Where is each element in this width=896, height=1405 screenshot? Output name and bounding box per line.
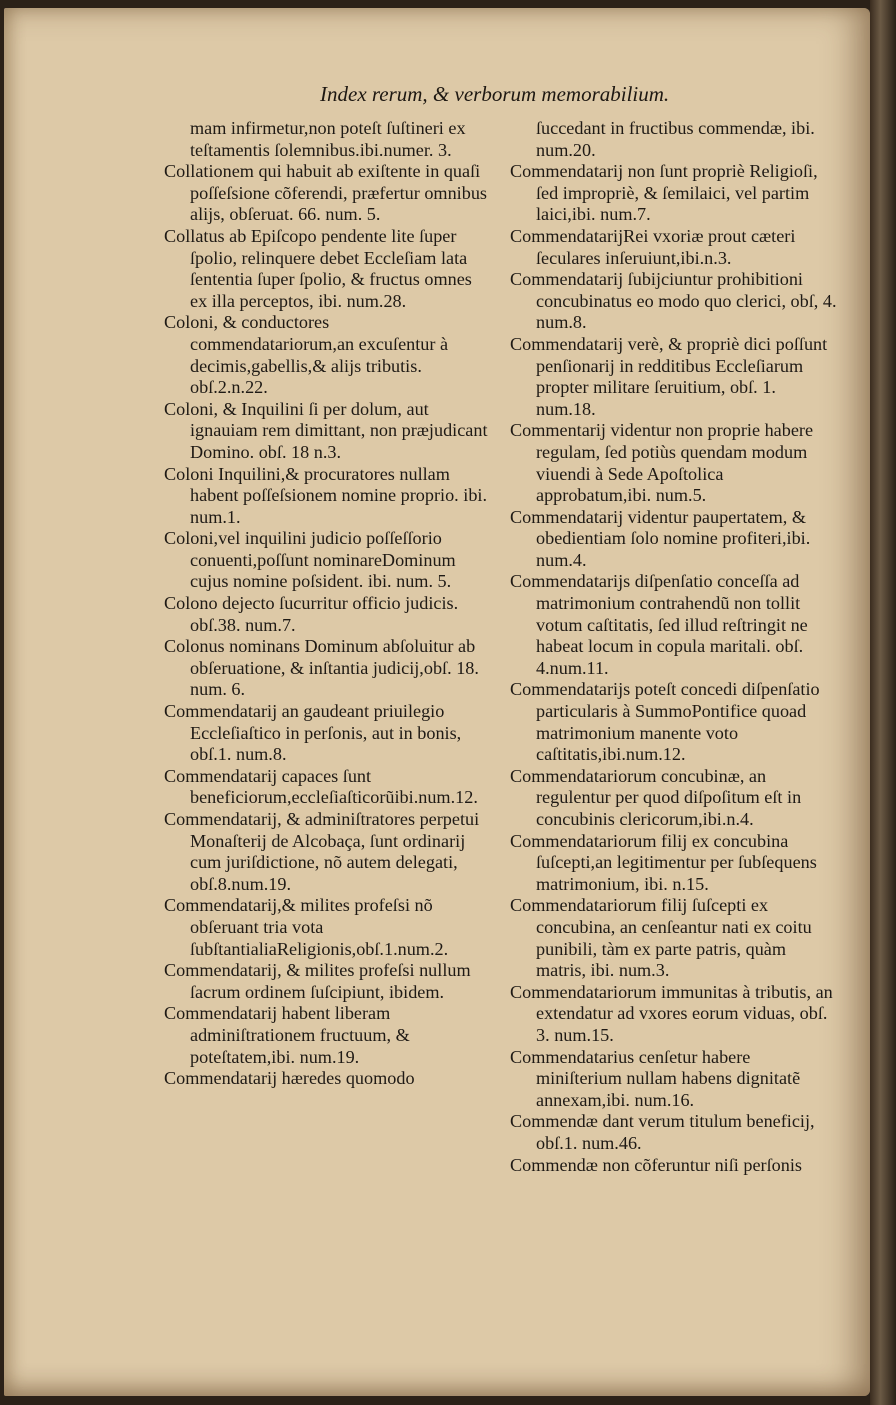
right-index-entry: ſuccedant in fructibus commendæ, ibi. num.20. (536, 118, 815, 160)
index-column-left (164, 118, 490, 1090)
left-index-entry: Coloni,vel inquilini judicio poſſeſſorio conuenti,poſſunt nominareDominum cujus nomine poſsident. ibi. num. 5. (164, 528, 456, 592)
right-index-entry: Commendatarius cenſetur habere miniſterium nullam habens dignitatẽ annexam,ibi. num.16. (510, 1046, 801, 1110)
right-index-entry: Commendatarijs diſpenſatio conceſſa ad matrimonium contrahendũ non tollit votum caſtitatis, ſed illud reſtringit ne habeat locum in copula maritali. obſ. 4.num.11. (510, 571, 808, 678)
left-index-entry: Coloni, & Inquilini ſi per dolum, aut ignauiam rem dimittant, non præjudicant Domino. obſ. 18 n.3. (164, 398, 488, 462)
page-header: Index rerum, & verborum memorabilium. (320, 82, 670, 106)
book-edge (870, 0, 896, 1405)
left-index-entry: Commendatarij,& milites profeſsi nõ obſeruant tria vota ſubſtantialiaReligionis,obſ.1.num.2. (164, 895, 449, 959)
left-index-entry: Collatus ab Epiſcopo pendente lite ſuper ſpolio, relinquere debet Eccleſiam lata ſententia ſuper ſpolio, & fructus omnes ex illa perceptos, ibi. num.28. (164, 225, 472, 311)
left-index-entry: Commendatarij hæredes quomodo (164, 1068, 415, 1089)
right-index-entry: Commendæ non cõferuntur niſi perſonis (510, 1154, 802, 1175)
right-index-entry: Commendatarij ſubijciuntur prohibitioni concubinatus eo modo quo clerici, obſ, 4. num.8. (510, 269, 837, 333)
right-index-entry: Commendatariorum filij ſuſcepti ex concubina, an cenſeantur nati ex coitu punibili, tàm ex parte patris, quàm matris, ibi. num.3. (510, 895, 812, 981)
right-index-entry: Commentarij videntur non proprie habere regulam, ſed potiùs quendam modum viuendi à Sede Apoſtolica approbatum,ibi. num.5. (510, 420, 814, 506)
left-index-entry: Commendatarij an gaudeant priuilegio Eccleſiaſtico in perſonis, aut in bonis, obſ.1. num.8. (164, 701, 462, 765)
left-index-entry: Colono dejecto ſucurritur officio judicis. obſ.38. num.7. (164, 593, 459, 635)
right-index-entry: Commendatarij videntur paupertatem, & obedientiam ſolo nomine profiteri,ibi. num.4. (510, 506, 811, 570)
left-index-entry: Coloni Inquilini,& procuratores nullam habent poſſeſsionem nomine proprio. ibi. num.1. (164, 463, 488, 527)
right-index-entry: Commendatariorum filij ex concubina ſuſcepti,an legitimentur per ſubſequens matrimonium, ibi. n.15. (510, 830, 817, 894)
right-index-entry: Commendæ dant verum titulum beneficij, obſ.1. num.46. (510, 1111, 815, 1153)
right-index-entry: Commendatarij verè, & propriè dici poſſunt penſionarij in redditibus Eccleſiarum propter militare ſeruitium, obſ. 1. num.18. (510, 333, 828, 419)
left-index-entry: Commendatarij habent liberam adminiſtrationem fructuum, & poteſtatem,ibi. num.19. (164, 1003, 410, 1067)
left-index-entry: Commendatarij, & milites profeſsi nullum ſacrum ordinem ſuſcipiunt, ibidem. (164, 960, 471, 1002)
left-index-entry: Commendatarij, & adminiſtratores perpetui Monaſterij de Alcobaça, ſunt ordinarij cum juriſdictione, nõ autem delegati, obſ.8.num.19. (164, 809, 480, 894)
right-index-entry: Commendatariorum concubinæ, an regulentur per quod diſpoſitum eſt in concubinis clericorum,ibi.n.4. (510, 765, 802, 829)
left-index-entry: Collationem qui habuit ab exiſtente in quaſi poſſeſsione cõferendi, præfertur omnibus alijs, obſeruat. 66. num. 5. (164, 161, 487, 225)
left-index-entry: mam infirmetur,non poteſt ſuſtineri ex teſtamentis ſolemnibus.ibi.numer. 3. (190, 118, 466, 160)
left-index-entry: Coloni, & conductores commendatariorum,an excuſentur à decimis,gabellis,& alijs tributis. obſ.2.n.22. (164, 312, 449, 398)
index-column-right (510, 118, 840, 1176)
right-index-entry: Commendatarijs poteſt concedi diſpenſatio particularis à SummoPontifice quoad matrimonium manente voto caſtitatis,ibi.num.12. (510, 679, 820, 765)
right-index-entry: Commendatariorum immunitas à tributis, an extendatur ad vxores eorum viduas, obſ. 3. num.15. (510, 981, 833, 1045)
left-index-entry: Commendatarij capaces ſunt beneficiorum,eccleſiaſticorũibi.num.12. (164, 765, 478, 808)
right-index-entry: CommendatarijRei vxoriæ prout cæteri ſeculares inſeruiunt,ibi.n.3. (510, 225, 796, 268)
right-index-entry: Commendatarij non ſunt propriè Religioſi, ſed impropriè, & ſemilaici, vel partim laici,ibi. num.7. (510, 161, 818, 225)
left-index-entry: Colonus nominans Dominum abſoluitur ab obſeruatione, & inſtantia judicij,obſ. 18. num. 6. (164, 636, 479, 700)
